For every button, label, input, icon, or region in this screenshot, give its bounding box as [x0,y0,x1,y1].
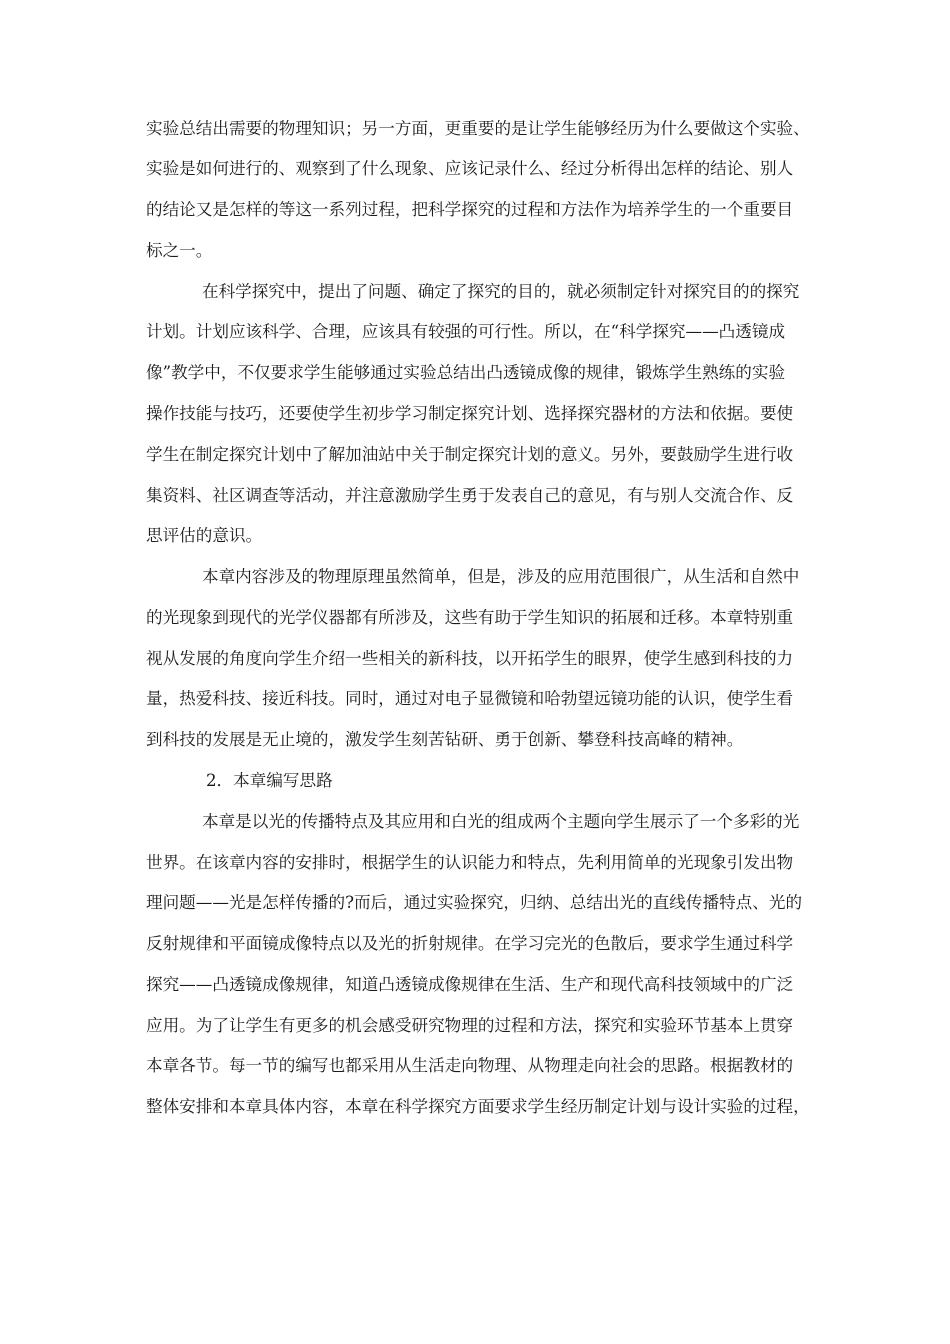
text-line: 到科技的发展是无止境的，激发学生刻苦钻研、勇于创新、攀登科技高峰的精神。 [146,730,744,749]
text-line: 的结论又是怎样的等这一系列过程，把科学探究的过程和方法作为培养学生的一个重要目 [146,200,794,219]
text-line: 计划。计划应该科学、合理，应该具有较强的可行性。所以，在“科学探究——凸透镜成 [146,322,786,341]
text-line: 的光现象到现代的光学仪器都有所涉及，这些有助于学生知识的拓展和迁移。本章特别重 [146,608,794,627]
text-line: 标之一。 [146,241,213,260]
text-line: 整体安排和本章具体内容，本章在科学探究方面要求学生经历制定计划与设计实验的过程， [146,1097,810,1116]
text-line: 本章各节。每一节的编写也都采用从生活走向物理、从物理走向社会的思路。根据教材的 [146,1056,794,1075]
text-line: 视从发展的角度向学生介绍一些相关的新科技，以开拓学生的眼界，使学生感到科技的力 [146,649,794,668]
text-line: 像”教学中，不仅要求学生能够通过实验总结出凸透镜成像的规律，锻炼学生熟练的实验 [146,363,786,382]
text-line: 学生在制定探究计划中了解加油站中关于制定探究计划的意义。另外，要鼓励学生进行收 [146,445,794,464]
text-line: 操作技能与技巧，还要使学生初步学习制定探究计划、选择探究器材的方法和依据。要使 [146,404,794,423]
text-line: 集资料、社区调查等活动，并注意激励学生勇于发表自己的意见，有与别人交流合作、反 [146,486,794,505]
text-line: 思评估的意识。 [146,526,263,545]
text-line: 世界。在该章内容的安排时，根据学生的认识能力和特点，先利用简单的光现象引发出物 [146,853,794,872]
text-line: 应用。为了让学生有更多的机会感受研究物理的过程和方法，探究和实验环节基本上贯穿 [146,1016,794,1035]
text-line: 探究——凸透镜成像规律，知道凸透镜成像规律在生活、生产和现代高科技领域中的广泛 [146,975,794,994]
paragraph-first-line: 本章内容涉及的物理原理虽然简单，但是，涉及的应用范围很广，从生活和自然中 [202,567,800,586]
text-line: 量，热爱科技、接近科技。同时，通过对电子显微镜和哈勃望远镜功能的认识，使学生看 [146,689,794,708]
text-line: 实验总结出需要的物理知识；另一方面，更重要的是让学生能够经历为什么要做这个实验、 [146,119,810,138]
paragraph-first-line: 本章是以光的传播特点及其应用和白光的组成两个主题向学生展示了一个多彩的光 [202,812,800,831]
text-line: 反射规律和平面镜成像特点以及光的折射规律。在学习完光的色散后，要求学生通过科学 [146,934,794,953]
paragraph-first-line: 在科学探究中，提出了问题、确定了探究的目的，就必须制定针对探究目的的探究 [202,282,800,301]
text-line: 理问题——光是怎样传播的?而后，通过实验探究，归纳、总结出光的直线传播特点、光的 [146,893,803,912]
section-heading: 2．本章编写思路 [206,771,333,790]
text-line: 实验是如何进行的、观察到了什么现象、应该记录什么、经过分析得出怎样的结论、别人 [146,159,794,178]
